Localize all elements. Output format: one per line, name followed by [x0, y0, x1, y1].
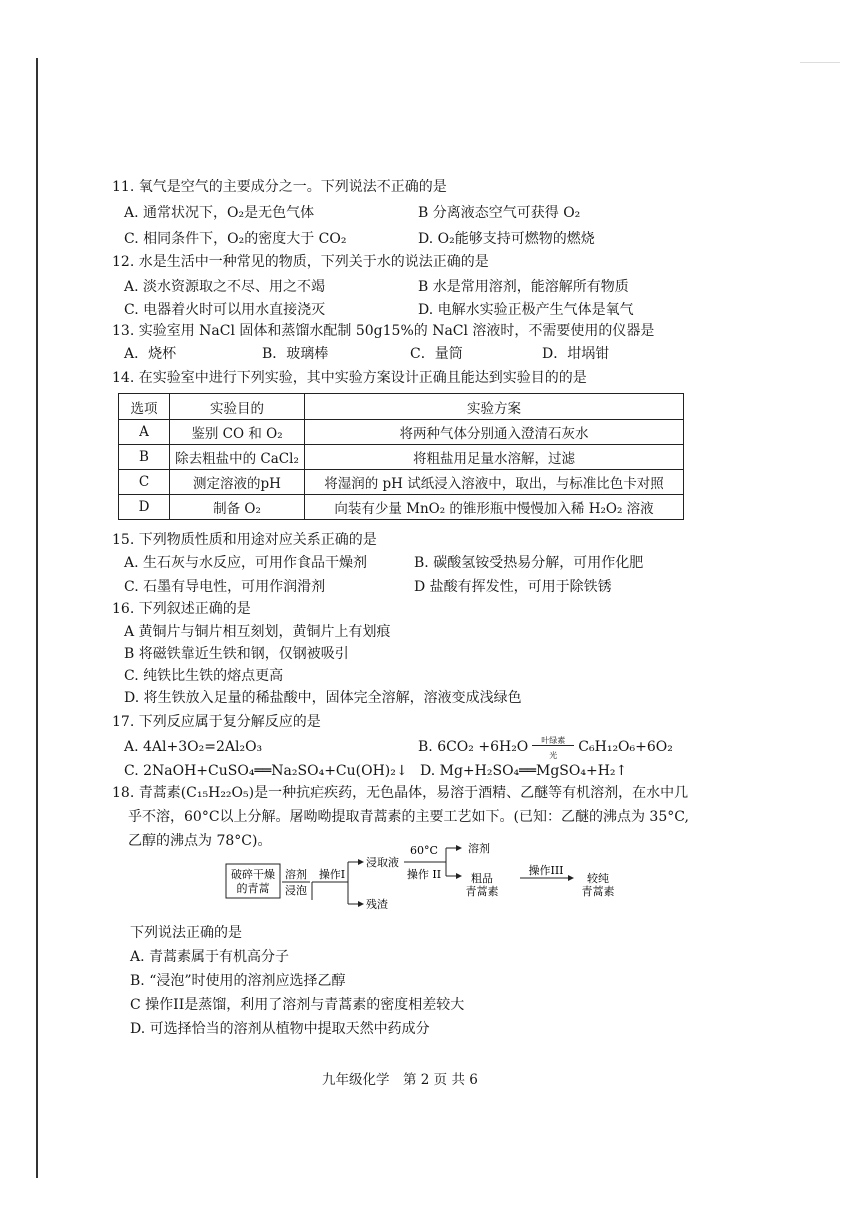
q13-option-a: A．烧杯 [124, 346, 177, 362]
q18-option-c: C 操作II是蒸馏，利用了溶剂与青蒿素的密度相差较大 [130, 997, 465, 1013]
pure-label-2: 青蒿素 [581, 885, 615, 898]
q17-b-catalyst: 叶绿素 [541, 736, 566, 745]
q12-option-d: D. 电解水实验正极产生气体是氧气 [418, 302, 634, 318]
q18-stem-line2: 乎不溶，60°C以上分解。屠呦呦提取青蒿素的主要工艺如下。(已知：乙醚的沸点为 35°C, [128, 809, 689, 825]
residue-label: 残渣 [366, 898, 388, 910]
extract-label: 浸取液 [366, 856, 399, 869]
q18-stem-line3: 乙醇的沸点为 78°C)。 [128, 833, 272, 849]
pure-label-1: 较纯 [587, 872, 609, 885]
q11-option-c: C. 相同条件下，O₂的密度大于 CO₂ [124, 231, 347, 247]
table-row [119, 495, 684, 520]
soak-label: 浸泡 [285, 884, 307, 897]
q18-option-d: D. 可选择恰当的溶剂从植物中提取天然中药成分 [130, 1021, 430, 1037]
q16-stem: 16. 下列叙述正确的是 [112, 601, 251, 617]
table-row [119, 445, 684, 470]
q17-option-b [418, 736, 673, 760]
temp-label: 60°C [410, 844, 438, 857]
crude-label-1: 粗品 [471, 872, 493, 885]
table-cell: A [119, 420, 170, 445]
experiment-table [118, 393, 684, 520]
q11-option-b: B 分离液态空气可获得 O₂ [418, 205, 581, 221]
q12-stem: 12. 水是生活中一种常见的物质，下列关于水的说法正确的是 [112, 254, 489, 270]
table-cell: 除去粗盐中的 CaCl₂ [170, 445, 305, 470]
q16-option-c: C. 纯铁比生铁的熔点更高 [124, 668, 284, 684]
table-cell: 将湿润的 pH 试纸浸入溶液中，取出，与标准比色卡对照 [305, 470, 684, 495]
table-cell: B [119, 445, 170, 470]
q17-b-condition [528, 736, 578, 760]
arrowhead [456, 845, 462, 851]
q15-option-c: C. 石墨有导电性，可用作润滑剂 [124, 579, 326, 595]
q16-option-d: D. 将生铁放入足量的稀盐酸中，固体完全溶解，溶液变成浅绿色 [124, 690, 522, 706]
q16-option-a: A 黄铜片与铜片相互刻划，黄铜片上有划痕 [124, 624, 391, 640]
table-cell: 制备 O₂ [170, 495, 305, 520]
q18-option-b: B. “浸泡”时使用的溶剂应选择乙醇 [130, 973, 346, 989]
q12-option-a: A. 淡水资源取之不尽、用之不竭 [124, 279, 326, 295]
arrowhead [358, 859, 364, 865]
q17-option-a: A. 4Al+3O₂=2Al₂O₃ [124, 739, 263, 755]
table-header-row [119, 394, 684, 420]
q14-stem: 14. 在实验室中进行下列实验，其中实验方案设计正确且能达到实验目的的是 [112, 370, 587, 386]
header-option: 选项 [119, 394, 170, 420]
table-cell: 鉴别 CO 和 O₂ [170, 420, 305, 445]
q15-option-a: A. 生石灰与水反应，可用作食品干燥剂 [124, 555, 368, 571]
q17-stem: 17. 下列反应属于复分解反应的是 [112, 714, 321, 730]
q18-sub-stem: 下列说法正确的是 [130, 925, 242, 941]
start-label-2: 的青蒿 [236, 882, 270, 895]
solvent-out-label: 溶剂 [468, 842, 490, 855]
q11-option-a: A. 通常状况下，O₂是无色气体 [124, 205, 315, 221]
q15-stem: 15. 下列物质性质和用途对应关系正确的是 [112, 532, 377, 548]
header-purpose: 实验目的 [170, 394, 305, 420]
arrowhead [456, 873, 462, 879]
q15-option-b: B. 碳酸氢铵受热易分解，可用作化肥 [414, 555, 644, 571]
table-cell: 测定溶液的pH [170, 470, 305, 495]
q15-option-d: D 盐酸有挥发性，可用于除铁锈 [414, 579, 612, 595]
q17-b-products: C₆H₁₂O₆+6O₂ [578, 739, 673, 755]
table-cell: 将两种气体分别通入澄清石灰水 [305, 420, 684, 445]
q11-option-d: D. O₂能够支持可燃物的燃烧 [418, 231, 595, 247]
table-cell: C [119, 470, 170, 495]
scan-mark [800, 62, 840, 63]
q13-option-b: B．玻璃棒 [262, 346, 329, 362]
q18-stem-line1: 18. 青蒿素(C₁₅H₂₂O₅)是一种抗疟疾药，无色晶体，易溶于酒精、乙醚等有机溶剂，在水中几 [112, 785, 689, 801]
q17-b-light: 光 [549, 751, 558, 760]
q16-option-b: B 将磁铁靠近生铁和钢，仅钢被吸引 [124, 646, 349, 662]
q18-option-a: A. 青蒿素属于有机高分子 [130, 949, 290, 965]
page-footer: 九年级化学 第 2 页 共 6 [322, 1072, 478, 1088]
q13-option-c: C．量筒 [410, 346, 463, 362]
q17-b-reactants: B. 6CO₂ +6H₂O [418, 739, 529, 755]
op1-label: 操作I [318, 868, 346, 881]
table-row [119, 420, 684, 445]
process-flow-diagram [224, 838, 644, 910]
q17-option-d: D. Mg+H₂SO₄══MgSO₄+H₂↑ [420, 763, 628, 779]
q12-option-c: C. 电器着火时可以用水直接浇灭 [124, 302, 326, 318]
table-row [119, 470, 684, 495]
start-label-1: 破碎干燥 [231, 868, 275, 881]
arrowhead [568, 875, 574, 881]
q13-option-d: D．坩埚钳 [542, 346, 610, 362]
table-cell: 向装有少量 MnO₂ 的锥形瓶中慢慢加入稀 H₂O₂ 溶液 [305, 495, 684, 520]
q12-option-b: B 水是常用溶剂，能溶解所有物质 [418, 279, 629, 295]
q17-option-c: C. 2NaOH+CuSO₄══Na₂SO₄+Cu(OH)₂↓ [124, 763, 408, 779]
table-cell: 将粗盐用足量水溶解，过滤 [305, 445, 684, 470]
page-edge-line [36, 58, 38, 1178]
q11-stem: 11. 氧气是空气的主要成分之一。下列说法不正确的是 [112, 179, 447, 195]
crude-label-2: 青蒿素 [465, 885, 499, 898]
solvent-label: 溶剂 [285, 868, 307, 881]
table-cell: D [119, 495, 170, 520]
header-plan: 实验方案 [305, 394, 684, 420]
op2-label: 操作 II [406, 868, 442, 881]
op3-label: 操作III [528, 864, 564, 877]
q13-stem: 13. 实验室用 NaCl 固体和蒸馏水配制 50g15%的 NaCl 溶液时，不需要使用的仪器是 [112, 323, 655, 339]
arrowhead [358, 901, 364, 907]
